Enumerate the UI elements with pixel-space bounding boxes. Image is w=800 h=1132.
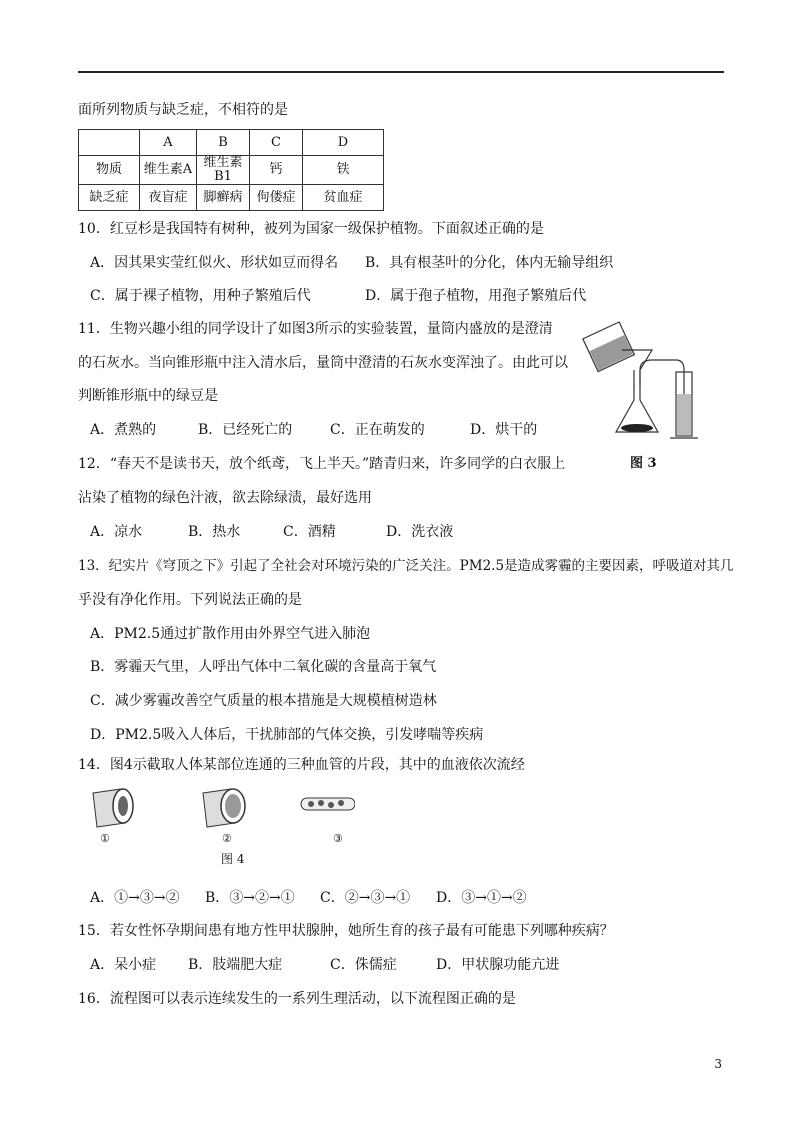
page-number: 3: [714, 1057, 722, 1071]
q10-stem: 10．红豆杉是我国特有树种，被列为国家一级保护植物。下面叙述正确的是: [78, 221, 544, 237]
q11-option-b: B．已经死亡的: [198, 422, 293, 438]
q14-option-b: B．③→②→①: [205, 890, 295, 906]
q10-option-c: C．属于裸子植物，用种子繁殖后代: [90, 288, 311, 304]
q12-line-2: 沾染了植物的绿色汁液，欲去除绿渍，最好选用: [78, 490, 372, 506]
table-cell: 物质: [79, 156, 140, 185]
q12-option-d: D．洗衣液: [386, 524, 454, 540]
q9-stem: 面所列物质与缺乏症，不相符的是: [78, 102, 288, 118]
table-cell: 脚癣病: [197, 185, 250, 211]
q12-line-1: 12．“春天不是读书天，放个纸鸢，飞上半天。”踏青归来，许多同学的白衣服上: [78, 456, 566, 472]
table-cell: 钙: [250, 156, 303, 185]
table-row: [79, 156, 384, 185]
q10-option-d: D．属于孢子植物，用孢子繁殖后代: [365, 288, 587, 304]
q15-option-a: A．呆小症: [90, 957, 157, 973]
q13-option-b: B．雾霾天气里，人呼出气体中二氧化碳的含量高于氧气: [90, 659, 437, 675]
q13-option-c: C．减少雾霾改善空气质量的根本措施是大规模植树造林: [90, 693, 437, 709]
q15-option-d: D．甲状腺功能亢进: [436, 957, 560, 973]
q13-option-d: D．PM2.5吸入人体后，干扰肺部的气体交换，引发哮喘等疾病: [90, 727, 484, 743]
q11-line-1: 11．生物兴趣小组的同学设计了如图3所示的实验装置，量筒内盛放的是澄清: [78, 321, 553, 337]
q14-option-a: A．①→③→②: [90, 890, 180, 906]
table-cell: 缺乏症: [79, 185, 140, 211]
table-row: [79, 185, 384, 211]
q14-option-d: D．③→①→②: [436, 890, 527, 906]
table-cell: D: [303, 130, 384, 156]
table-cell: 佝偻症: [250, 185, 303, 211]
figure-3-caption: 图 3: [630, 456, 657, 471]
q11-line-2: 的石灰水。当向锥形瓶中注入清水后，量筒中澄清的石灰水变浑浊了。由此可以: [78, 355, 568, 371]
q15-stem: 15．若女性怀孕期间患有地方性甲状腺肿，她所生育的孩子最有可能患下列哪种疾病？: [78, 923, 614, 939]
table-cell: 维生素A: [140, 156, 197, 185]
figure-4-caption: 图 4: [221, 852, 245, 866]
q11-option-c: C．正在萌发的: [330, 422, 425, 438]
table-cell: C: [250, 130, 303, 156]
figure-4-label-3: ③: [333, 832, 343, 845]
q12-option-b: B．热水: [188, 524, 241, 540]
q12-option-a: A．凉水: [90, 524, 143, 540]
q14-option-c: C．②→③→①: [320, 890, 411, 906]
q10-option-b: B．具有根茎叶的分化，体内无输导组织: [365, 255, 614, 271]
q10-option-a: A．因其果实莹红似火、形状如豆而得名: [90, 255, 339, 271]
q11-line-3: 判断锥形瓶中的绿豆是: [78, 388, 218, 404]
table-cell: 夜盲症: [140, 185, 197, 211]
q15-option-c: C．侏儒症: [330, 957, 397, 973]
table-cell: B: [197, 130, 250, 156]
q13-line-2: 乎没有净化作用。下列说法正确的是: [78, 592, 302, 608]
table-cell: 贫血症: [303, 185, 384, 211]
figure-4-vessels: [85, 783, 355, 839]
table-cell: A: [140, 130, 197, 156]
figure-3-apparatus: [580, 320, 710, 445]
figure-4-label-1: ①: [100, 832, 110, 845]
q11-option-d: D．烘干的: [470, 422, 538, 438]
q9-table: [78, 129, 384, 211]
table-cell: 铁: [303, 156, 384, 185]
q16-stem: 16．流程图可以表示连续发生的一系列生理活动，以下流程图正确的是: [78, 991, 516, 1007]
q11-option-a: A．煮熟的: [90, 422, 157, 438]
q12-option-c: C．酒精: [283, 524, 336, 540]
table-cell: 维生素B1: [197, 156, 250, 185]
q13-line-1: 13．纪实片《穹顶之下》引起了全社会对环境污染的广泛关注。PM2.5是造成雾霾的主要因素，呼吸道对其几: [78, 558, 734, 574]
table-header-row: [79, 130, 384, 156]
q15-option-b: B．肢端肥大症: [188, 957, 283, 973]
q13-option-a: A．PM2.5通过扩散作用由外界空气进入肺泡: [90, 626, 371, 642]
figure-4-label-2: ②: [222, 832, 232, 845]
q14-stem: 14．图4示截取人体某部位连通的三种血管的片段，其中的血液依次流经: [78, 757, 525, 773]
table-cell: [79, 130, 140, 156]
header-rule: [78, 71, 724, 73]
